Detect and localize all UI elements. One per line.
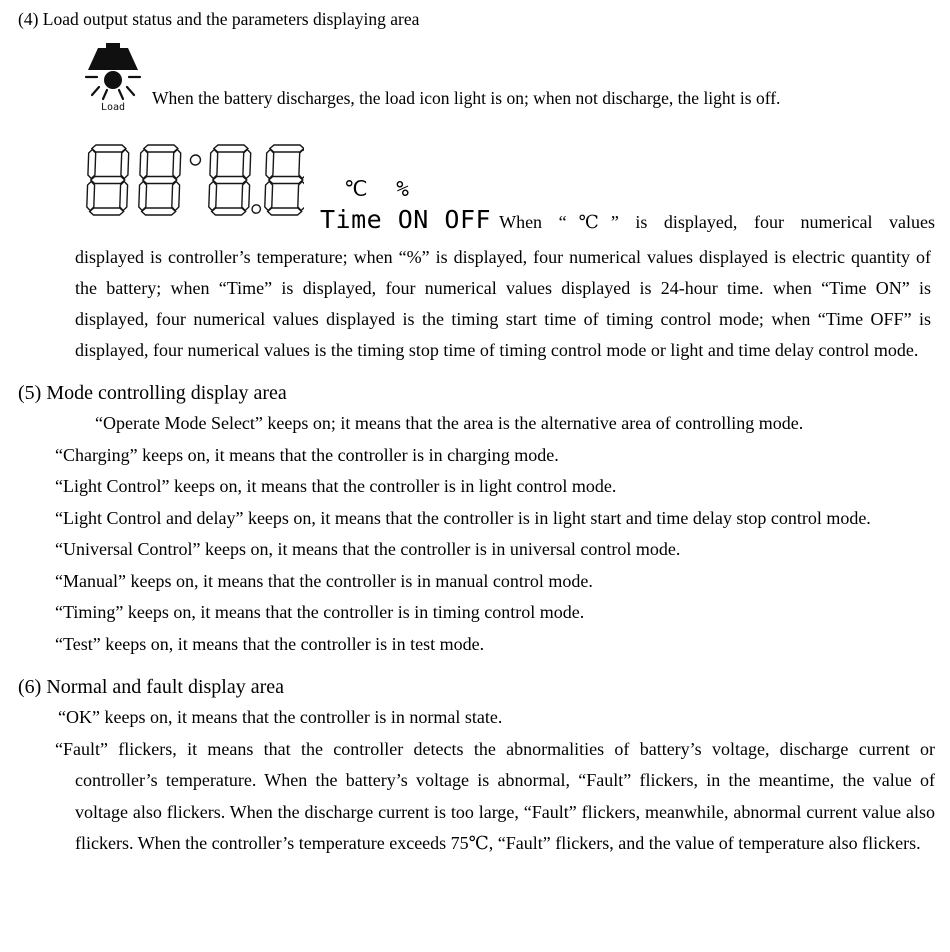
lcd-decimal-dot (252, 205, 261, 213)
parameters-paragraph: displayed is controller’s temperature; when “%” is displayed, four numerical values displayed is electric quantity of the battery; when “Time” is displayed, four numerical values displayed is 24-hour time. when “Time ON” is displayed, four numerical values displayed is the timing start time of timing control mode; when “Time OFF” is displayed, four numerical values is the timing stop time of timing control mode or light and time delay control mode. (75, 247, 931, 360)
lamp-shape (86, 43, 140, 99)
load-lamp-icon (82, 42, 144, 112)
lcd-units-row (344, 177, 491, 201)
mode-item-operate: “Operate Mode Select” keeps on; it means that the area is the alternative area of controlling mode. (95, 413, 804, 433)
load-status-block (18, 42, 935, 112)
time-on-off-label: Time ON OFF (320, 205, 492, 234)
mode-item-test: “Test” keeps on, it means that the controller is in test mode. (55, 633, 485, 654)
percent-label: % (396, 177, 409, 201)
load-icon-label: Load (100, 102, 126, 112)
mode-item-timing: “Timing” keeps on, it means that the controller is in timing control mode. (55, 602, 585, 622)
lcd-unit-labels (320, 177, 491, 234)
section6-title: (6) Normal and fault display area (18, 676, 285, 698)
section4-title: (4) Load output status and the parameters displaying area (18, 9, 420, 29)
mode-item-charging: “Charging” keeps on, it means that the controller is in charging mode. (55, 444, 559, 465)
section5-title: (5) Mode controlling display area (18, 382, 287, 404)
load-caption-text: When the battery discharges, the load icon light is on; when not discharge, the light is off. (152, 88, 781, 108)
parameters-intro-text: When “℃” is displayed, four numerical values (499, 212, 935, 232)
mode-item-universal: “Universal Control” keeps on, it means that the controller is in universal control mode. (55, 539, 681, 559)
seven-segment-display-icon (82, 142, 304, 220)
mode-item-light-control: “Light Control” keeps on, it means that the controller is in light control mode. (55, 476, 617, 496)
lcd-digit-group (87, 145, 304, 215)
lcd-display-block (82, 142, 935, 234)
mode-item-manual: “Manual” keeps on, it means that the controller is in manual control mode. (55, 570, 593, 591)
celsius-label: ℃ (344, 177, 368, 201)
status-item-fault: “Fault” flickers, it means that the controller detects the abnormalities of battery’s voltage, discharge current or controller’s temperature. When the battery’s voltage is abnormal, “Fault” flickers, in the meantime, the value of voltage also flickers. When the discharge current is too large, “Fault” flickers, meanwhile, abnormal current value also flickers. When the controller’s temperature exceeds 75℃, “Fault” flickers, and the value of temperature also flickers. (55, 738, 935, 853)
mode-item-light-delay: “Light Control and delay” keeps on, it means that the controller is in light start and time delay stop control mode. (55, 507, 871, 528)
status-item-ok: “OK” keeps on, it means that the controller is in normal state. (58, 707, 503, 727)
lcd-colon-dot (190, 155, 200, 165)
